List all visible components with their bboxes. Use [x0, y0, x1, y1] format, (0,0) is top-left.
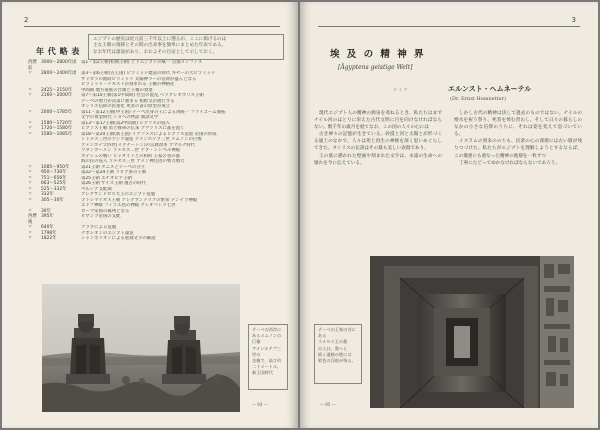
intro-note-box — [88, 34, 284, 60]
chronology-event: ツタンカーメン ラメセス二世 アブ・シンベル神殿 — [81, 148, 180, 153]
essay-paragraph: 王の墓に描かれた壁画や刻まれた文字は、永遠の生命への憧れを今に伝えている。 — [314, 153, 442, 166]
chronology-event: 第7〜第10王朝(第1中間期) 社会の混乱 ヘラクレオポリス王朝 — [81, 93, 204, 98]
caption-line: 坐像で、高さ約 — [252, 358, 282, 364]
chronology-event: 中間期 地方豪族の台頭と王権の衰退 — [81, 87, 153, 93]
chronology-event: ビザンツ帝国の支配 — [81, 214, 121, 219]
chronology-event: 第26王朝 サイス王朝 復古の時代 — [81, 181, 147, 186]
right-page — [300, 2, 598, 428]
chronology-date: 30年 — [41, 208, 51, 214]
chronology-era: 〃 — [28, 120, 33, 126]
chronology-event: ピラミッド・テキストが刻まれる 王権の神格化 — [81, 82, 175, 87]
header-rule-right — [318, 26, 580, 27]
chronology-date: 305〜30年 — [41, 197, 64, 203]
chronology-event: プトレマイオス王朝 アレクサンドリアの繁栄 デンデラ神殿 — [81, 197, 198, 203]
chronology-event: エドフ神殿 フィラエ島の神殿 クレオパトラ七世 — [81, 203, 176, 208]
chronology-date: 3000〜2800年頃 — [41, 60, 77, 65]
chronology-date: 950〜730年 — [41, 170, 67, 175]
chronology-era: 〃 — [28, 230, 33, 236]
chronology-era: 〃 — [28, 197, 33, 203]
caption-line: 続く通路の壁には — [318, 351, 352, 357]
chronology-event: 文学の黄金時代 シヌヘの物語 教訓文学 — [81, 115, 159, 120]
chronology-event: カデシュの戦い ヒッタイトとの和約 王家の谷の墓 — [81, 153, 180, 159]
chronology-date: 1798年 — [41, 230, 57, 236]
chronology-date: 663〜525年 — [41, 181, 67, 186]
chronology-event: 第18〜第20王朝(新王国) イアフメスによるヒクソス追放 帝国の形成 — [81, 131, 217, 137]
folio-left: — 94 — — [252, 402, 268, 407]
chronology-date: 1085〜950年 — [41, 164, 70, 170]
author-name: エルンスト・ヘムネーテル — [448, 85, 532, 93]
caption-line: テーベの王家の谷にある — [318, 327, 356, 339]
chronology-date: 1580〜1720年 — [41, 120, 73, 126]
essay-paragraph: イスラムの到来ののちも、民衆の心の深層には古い層が残りつづけた。私たちがエジプトを理解しようとするならば、この幾重にも重なった精神の地層を一枚ずつ — [454, 139, 582, 159]
chronology-event: アレクサンドロス大王のエジプト征服 — [81, 192, 156, 197]
essay-paragraph: 丁寧にたどってゆかなければならないであろう。 — [459, 160, 560, 166]
folio-right: — 95 — — [320, 402, 336, 407]
chronology-event: シャンポリオンによる聖刻文字の解読 — [81, 236, 156, 241]
chronology-event: アメンホテプ四世(イクナートン)の宗教改革 アマルナ時代 — [81, 142, 196, 148]
chronology-era: 〃 — [28, 181, 33, 186]
chronology-date: 2000〜1785年 — [41, 109, 73, 115]
chronology-event: 第1・第2王朝(初期王朝) 上下エジプトの統一 首都メンフィス — [81, 60, 203, 65]
chronology-event: サッカラの階段ピラミッド 太陽神ラーの信仰が盛んとなる — [81, 76, 197, 82]
colossi-photo-caption — [248, 324, 288, 390]
chronology-date: 525〜332年 — [41, 186, 67, 192]
chronology-event: ペルシア支配期 — [81, 186, 112, 192]
chronology-era: 〃 — [28, 175, 33, 181]
chronology-event: 第3〜第6王朝(古王国) ピラミッド建設の時代 ギゼーの大ピラミッド — [81, 71, 216, 76]
header-rule-left — [24, 26, 280, 27]
chronology-date: 1580〜1085年 — [41, 131, 73, 137]
chronology-row — [28, 60, 290, 71]
chronology-event: 第13〜第17王朝(第2中間期) ヒクソスの侵入 — [81, 120, 170, 126]
chronology-row — [28, 236, 290, 242]
essay-subtitle: [Ägyptens geistige Welt] — [338, 64, 413, 71]
chronology-date: 332年 — [41, 192, 54, 197]
chronology-event: オシリス信仰の民衆化 死者の書の原型が成立 — [81, 104, 171, 109]
author-nationality: ド イ ツ — [393, 87, 408, 92]
chronology-date: 640年 — [41, 225, 54, 230]
chronology-date: 395年 — [41, 214, 54, 219]
chronology-era: 〃 — [28, 225, 33, 230]
left-page — [2, 2, 298, 428]
caption-line: ラメセス王の墓 — [318, 339, 348, 345]
chronology-date: 2425〜2150年 — [41, 87, 73, 93]
chronology-date: 1720〜1580年 — [41, 126, 73, 131]
chronology-event: ナポレオンのエジプト遠征 — [81, 230, 134, 236]
chronology-event: 海の民の侵入 ラメセス三世 アメン神官団の勢力増大 — [81, 159, 185, 164]
page-number-left: 2 — [24, 16, 29, 24]
chronology-event: アラブによる征服 — [81, 225, 117, 230]
intro-line: なお年代は諸説があり、おおよその目安として示しておく。 — [93, 49, 217, 55]
chronology-event: ヒクソス王朝 馬と戦車の伝来 アヴァリスに都を置く — [81, 126, 185, 131]
chronology-event: ローマ帝国の属州となる — [81, 208, 130, 214]
chronology-event: 第21王朝 タニスとテーベの分立 — [81, 164, 146, 170]
chronology-era: 〃 — [28, 131, 33, 137]
caption-line: アメンホテプ三世の — [252, 345, 282, 357]
caption-line: 彩色の浮彫が残る。 — [318, 358, 356, 364]
intro-line: 主な王朝の推移とその間の出来事を簡単にまとめた年表である。 — [93, 43, 227, 49]
intro-line: エジプトの歴史は紀元前三千年以上に遡るが、ここに掲げるのは — [93, 37, 227, 42]
caption-line: 新王国時代 — [252, 370, 273, 376]
author-name-roman: (Dr. Ernst Hemnetter) — [450, 96, 506, 102]
chronology-heading: 年 代 略 表 — [36, 47, 80, 56]
chronology-era: 〃 — [28, 208, 33, 214]
chronology-era: 〃 — [28, 164, 33, 170]
colossi-of-memnon-photo — [42, 284, 240, 412]
chronology-era: 西暦後 — [28, 214, 37, 225]
chronology-date: 751〜656年 — [41, 175, 67, 181]
caption-line: テーベの西岸にあるメムノンの巨像 — [252, 327, 282, 345]
tomb-entrance-photo — [370, 256, 574, 408]
tomb-photo-caption — [314, 324, 362, 384]
chronology-event: トトメス三世のアジア遠征 アメンホテプ三世 メムノンの巨像 — [81, 137, 202, 142]
chronology-era: 〃 — [28, 109, 33, 115]
essay-column-2 — [454, 110, 582, 228]
chronology-era: 〃 — [28, 192, 33, 197]
chronology-era: 〃 — [28, 126, 33, 131]
chronology-era: 〃 — [28, 186, 33, 192]
chronology-row — [28, 214, 290, 225]
chronology-event: テーベの勢力が次第に強まる 棺柩文が流行する — [81, 98, 175, 104]
chronology-event: 第25王朝 エチオピア王朝 — [81, 175, 132, 181]
page-number-right: 3 — [571, 16, 576, 24]
chronology-era: 〃 — [28, 170, 33, 175]
essay-paragraph: 現代エジプト人の精神の源泉を尋ねるとき、私たちはまずナイル河のほとりに栄えた古代文明に目を向けなければならない。数千年の歳月を経てなお、この国の人々の心には — [314, 111, 442, 131]
chronology-event: 第22〜第24王朝 リビア系の王朝 — [81, 170, 147, 175]
chronology-era: 〃 — [28, 87, 33, 93]
essay-paragraph: 古き神々の記憶が生きている。砂漠と河と太陽とが形づくる風土のなかで、人々は死と再生の神秘を深く思いめぐらしてきた。オシリスの伝説はその最も美しい表現であり、 — [314, 132, 442, 152]
chronology-date: 2160〜2000年 — [41, 93, 73, 98]
chronology-era: 〃 — [28, 93, 33, 98]
chronology-date: 1822年 — [41, 236, 57, 241]
essay-paragraph: しかし古代の精神は決して過去のものではない。ナイルの増水を祝う祭り、死者を悼む習わし、そして日々の暮らしのなかの小さな信仰のうちに、それは姿を変えて息づいている。 — [454, 111, 582, 138]
chronology-era: 西暦前 — [28, 60, 37, 71]
chronology-era: 〃 — [28, 71, 33, 76]
chronology-event: 第11・第12王朝(中王国) テーベ出身の王による再統一 ファイユーム開拓 — [81, 109, 226, 115]
essay-body — [314, 110, 582, 228]
essay-title: 埃 及 の 精 神 界 — [330, 49, 426, 60]
chronology-table — [28, 60, 290, 242]
caption-line: の入口。奥へと — [318, 345, 348, 351]
chronology-era: 〃 — [28, 236, 33, 241]
essay-column-1 — [314, 110, 442, 228]
chronology-date: 2800〜2400年頃 — [41, 71, 77, 76]
caption-line: 二十メートル。 — [252, 364, 281, 370]
